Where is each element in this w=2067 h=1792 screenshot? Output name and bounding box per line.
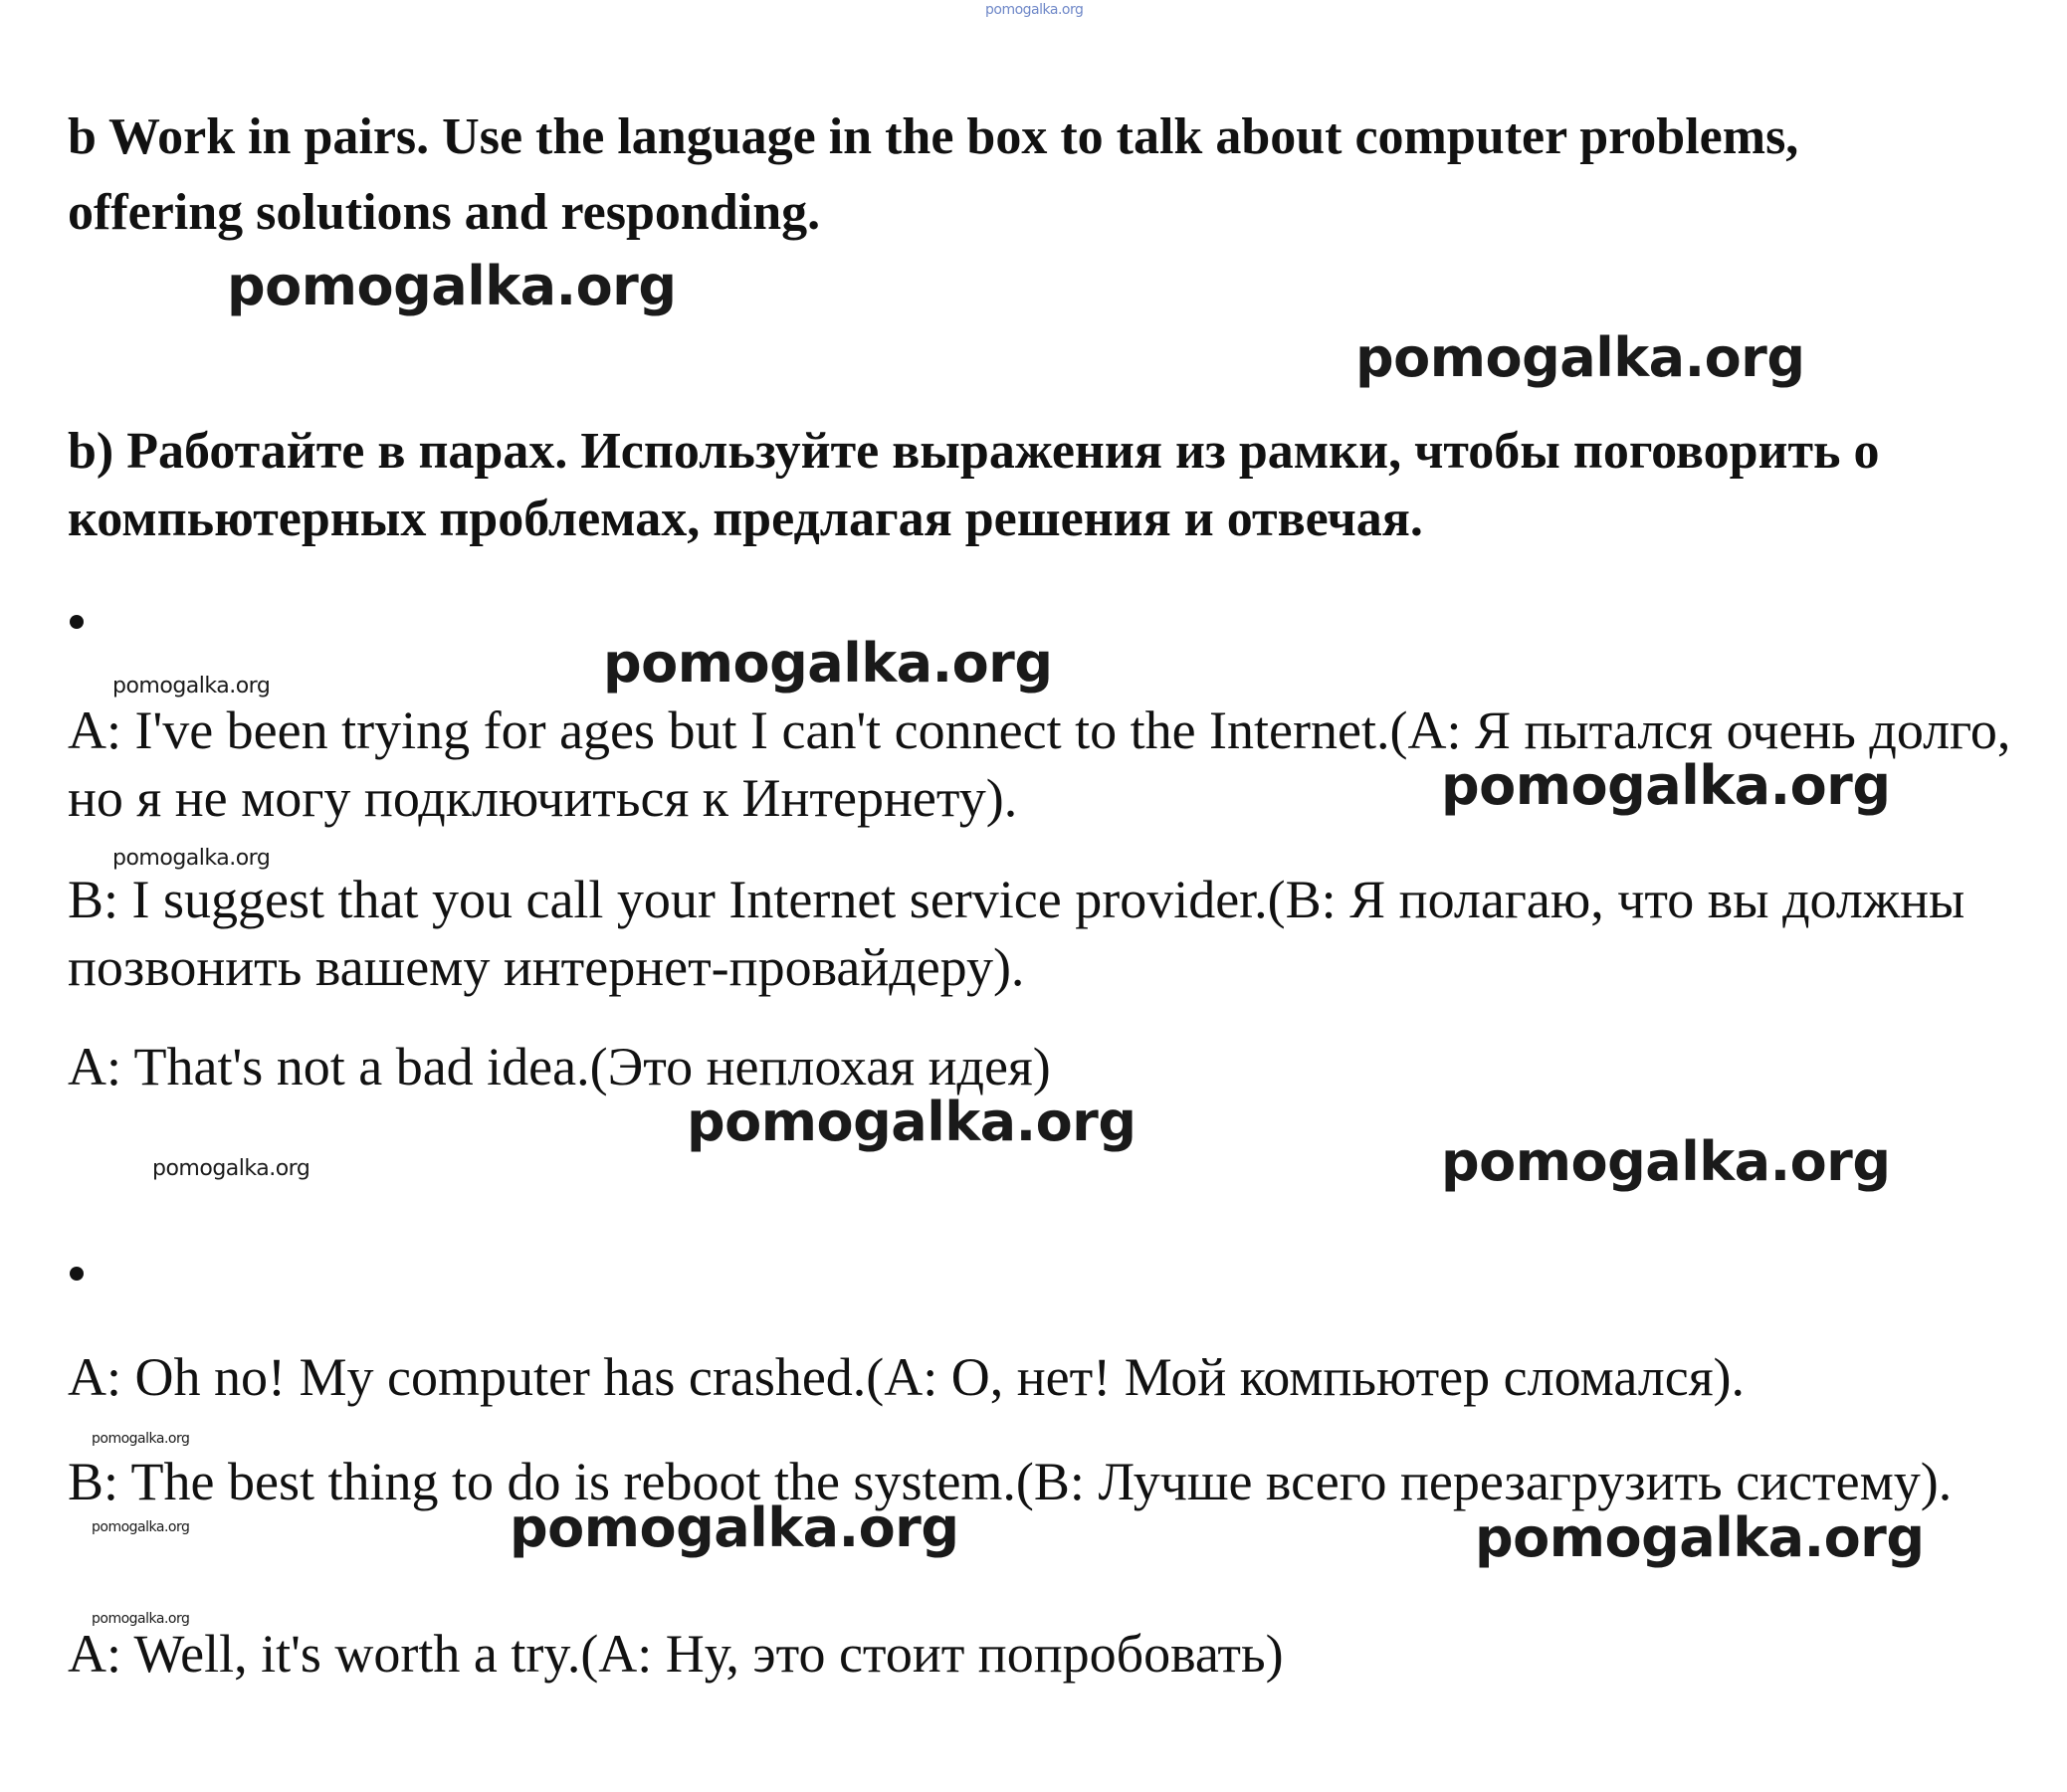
task-heading-en: b Work in pairs. Use the language in the box to talk about computer problems, offering solutions and responding. [68, 108, 1799, 241]
dialogue-line: A: Oh no! My computer has crashed.(A: О, нет! Мой компьютер сломался). [68, 1347, 1746, 1407]
watermark: pomogalka.org [227, 255, 677, 317]
watermark: pomogalka.org [1441, 1130, 1891, 1193]
watermark: pomogalka.org [603, 632, 1053, 695]
dialogue-line: B: I suggest that you call your Internet service provider.(B: Я полагаю, что вы должны позвонить вашему интернет-провайдеру). [68, 870, 1965, 997]
watermark: pomogalka.org [1355, 326, 1805, 389]
watermark: pomogalka.org [92, 1431, 190, 1447]
watermark: pomogalka.org [1441, 754, 1891, 817]
task-heading-ru: b) Работайте в парах. Используйте выражения из рамки, чтобы поговорить о компьютерных проблемах, предлагая решения и отвечая. [68, 423, 1880, 547]
dialogue-line: A: That's not a bad idea.(Это неплохая идея) [68, 1037, 1051, 1096]
dialogue-line: A: I've been trying for ages but I can't connect to the Internet.(A: Я пытался очень долго, но я не могу подключиться к Интернету). [68, 700, 2011, 828]
watermark: pomogalka.org [687, 1091, 1137, 1153]
watermark: pomogalka.org [112, 846, 271, 871]
watermark-top: pomogalka.org [985, 2, 1084, 18]
dialogue-line: B: The best thing to do is reboot the system.(B: Лучше всего перезагрузить систему). [68, 1452, 1953, 1511]
watermark: pomogalka.org [92, 1611, 190, 1627]
watermark: pomogalka.org [510, 1496, 959, 1559]
watermark: pomogalka.org [112, 674, 271, 698]
bullet-dialogue-2 [70, 1267, 84, 1281]
watermark: pomogalka.org [1475, 1506, 1925, 1569]
dialogue-line: A: Well, it's worth a try.(A: Ну, это стоит попробовать) [68, 1624, 1284, 1684]
watermark: pomogalka.org [152, 1156, 310, 1181]
bullet-dialogue-1 [70, 615, 84, 629]
watermark: pomogalka.org [92, 1519, 190, 1535]
